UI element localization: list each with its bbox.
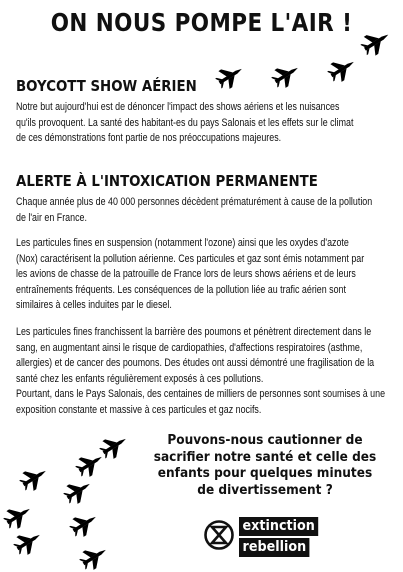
jet-icon xyxy=(17,462,52,495)
text-line: Les particules fines franchissent la barrière des poumons et pénètrent directement dans le xyxy=(16,326,372,338)
text-line: exposition constante et massive à ces particules et gaz nocifs. xyxy=(16,403,262,416)
text-line: de ces démonstrations font partie de nos préoccupations majeures. xyxy=(16,132,282,145)
text-line: entraînements fréquents. Les conséquences de la pollution liée au trafic aérien sont xyxy=(16,283,346,296)
jet-icon xyxy=(325,53,360,86)
text-line: (Nox) caractérisent la pollution aérienne. Ces particules et gaz sont émis notamment par xyxy=(16,252,365,265)
alerte-paragraph-2 xyxy=(16,236,386,314)
extinction-rebellion-logo xyxy=(203,515,333,561)
cta-line: Pouvons-nous cautionner de xyxy=(167,432,363,448)
jet-icon xyxy=(97,430,132,463)
cta-line: enfants pour quelques minutes xyxy=(157,465,373,481)
text-line: qu'ils provoquent. La santé des habitant-es du pays Salonais et les effets sur le climat xyxy=(16,116,354,129)
section-heading-boycott: BOYCOTT SHOW AÉRIEN xyxy=(16,77,197,95)
jet-icon xyxy=(67,508,102,541)
logo-word-rebellion: rebellion xyxy=(239,538,310,557)
jet-icon xyxy=(358,26,394,59)
text-line: de l'air en France. xyxy=(16,211,87,224)
text-line: les avions de chasse de la patrouille de France lors de leurs shows aériens et de leurs xyxy=(16,268,356,281)
text-line: Pourtant, dans le Pays Salonais, des centaines de milliers de personnes sont soumises à une xyxy=(16,388,386,401)
text-line: Chaque année plus de 40 000 personnes décèdent prématurément à cause de la pollution xyxy=(16,196,373,208)
jet-icon xyxy=(61,475,96,508)
text-line: Les particules fines en suspension (notamment l'ozone) ainsi que les oxydes d'azote xyxy=(16,237,349,249)
jet-icon xyxy=(73,448,108,481)
cta-line: sacrifier notre santé et celle des xyxy=(153,448,377,465)
boycott-paragraph xyxy=(16,100,386,147)
text-line: Notre but aujourd'hui est de dénoncer l'impact des shows aériens et les nuisances xyxy=(16,101,340,113)
text-line: sang, en augmentant ainsi le risque de cardiopathies, d'affections respiratoires (asthme, xyxy=(16,341,363,354)
jet-icon xyxy=(11,526,46,559)
jet-icon xyxy=(77,541,112,570)
text-line: santé chez les enfants régulièrement exposés à ces pollutions. xyxy=(16,372,264,385)
jets-formation-top xyxy=(210,26,400,106)
logo-word-extinction: extinction xyxy=(239,517,318,536)
cta-line: de divertissement ? xyxy=(197,481,333,498)
text-line: allergies) et de cancer des poumons. Des études ont aussi démontré une fragilisation de la xyxy=(16,357,375,370)
jet-icon xyxy=(1,500,36,533)
extinction-symbol-icon xyxy=(203,519,235,551)
section-heading-alerte: ALERTE À L'INTOXICATION PERMANENTE xyxy=(16,172,318,190)
alerte-paragraph-3 xyxy=(16,325,386,419)
call-to-action xyxy=(149,432,381,498)
page-title: ON NOUS POMPE L'AIR ! xyxy=(50,8,353,37)
jets-formation-bottom xyxy=(0,428,135,570)
jet-icon xyxy=(269,59,304,92)
text-line: similaires à celles induites par le diesel. xyxy=(16,299,172,312)
jet-icon xyxy=(213,60,248,93)
alerte-paragraph-1 xyxy=(16,195,386,226)
